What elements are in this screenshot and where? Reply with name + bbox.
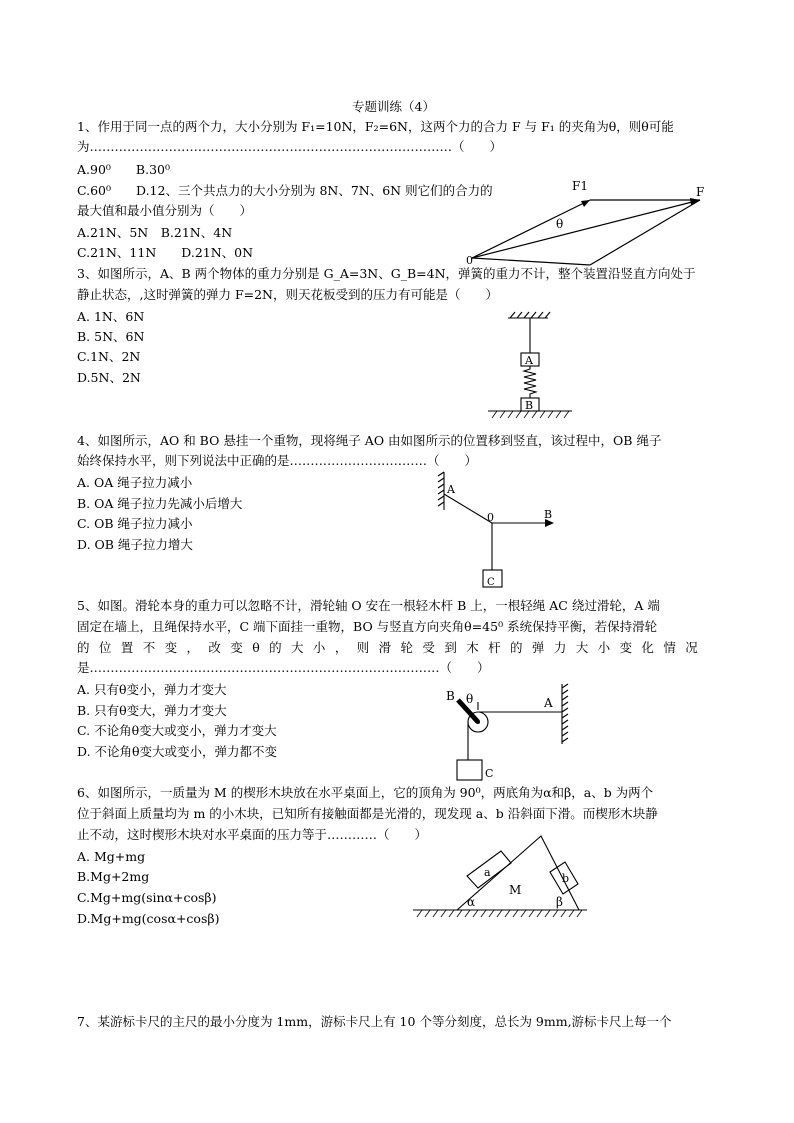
q3-option-d: D.5N、2N (77, 370, 141, 385)
q3-line2: 静止状态，,这时弹簧的弹力 F=2N，则天花板受到的压力有可能是（ ） (77, 287, 498, 302)
label-theta: θ (466, 692, 474, 706)
q5-option-b: B. 只有θ变大，弹力才变大 (77, 703, 227, 718)
q6-option-b: B.Mg+2mg (77, 869, 150, 884)
label-f1: F1 (572, 179, 588, 193)
q6-line1: 6、如图所示，一质量为 M 的楔形木块放在水平桌面上，它的顶角为 90⁰，两底角为α和β，a、b 为两个 (77, 785, 654, 800)
label-c: C (487, 577, 495, 588)
q5-line4: 是…………………………………………………………………………（ ） (77, 660, 490, 675)
q1-options-ab: A.90⁰ B.30⁰ (77, 162, 170, 177)
q4-option-a: A. OA 绳子拉力减小 (77, 475, 193, 490)
spring-blocks-figure (480, 310, 580, 425)
q6-line3: 止不动，这时楔形木块对水平桌面的压力等于…………（ ） (77, 827, 428, 842)
q1-options-cd-q2: C.60⁰ D.12、三个共点力的大小分别为 8N、7N、6N 则它们的合力的 (77, 183, 493, 198)
label-a: a (484, 866, 491, 879)
q2-line2: 最大值和最小值分别为（ ） (77, 203, 253, 218)
label-b: b (562, 872, 570, 885)
q4-line1: 4、如图所示，AO 和 BO 悬挂一个重物，现将绳子 AO 由如图所示的位置移到竖直，该过程中，OB 绳子 (77, 433, 662, 448)
label-block-b: B (525, 399, 534, 412)
label-block-a: A (525, 354, 533, 367)
q4-line2: 始终保持水平，则下列说法中正确的是……………………………（ ） (77, 453, 478, 468)
label-b: B (446, 689, 455, 703)
label-f: F (696, 185, 705, 199)
q1-line1: 1、作用于同一点的两个力，大小分别为 F₁=10N，F₂=6N，这两个力的合力 F 与 F₁ 的夹角为θ，则θ可能 (77, 119, 674, 134)
q4-option-b: B. OA 绳子拉力先减小后增大 (77, 496, 243, 511)
q3-option-a: A. 1N、6N (77, 309, 145, 324)
q5-line3: 的位置不变，改变θ的大小，则滑轮受到木杆的弹力大小变化情况 (77, 640, 708, 655)
wedge-figure (405, 832, 590, 922)
q2-options-cd: C.21N、11N D.21N、0N (77, 245, 254, 260)
q5-line2: 固定在墙上，且绳保持水平，C 端下面挂一重物，BO 与竖直方向夹角θ=45⁰ 系统保持平衡，若保持滑轮 (77, 619, 658, 634)
pulley-figure (440, 680, 580, 785)
q6-option-c: C.Mg+mg(sinα+cosβ) (77, 890, 217, 905)
q5-option-d: D. 不论角θ变大或变小，弹力都不变 (77, 744, 278, 759)
page-title: 专题训练（4） (352, 99, 435, 114)
label-m: M (509, 883, 522, 897)
q1-line2: 为……………………………………………………………………………（ ） (77, 139, 503, 154)
label-theta: θ (556, 217, 564, 231)
q3-option-b: B. 5N、6N (77, 329, 145, 344)
q4-option-c: C. OB 绳子拉力减小 (77, 516, 193, 531)
q5-line1: 5、如图。滑轮本身的重力可以忽略不计，滑轮轴 O 安在一根轻木杆 B 上，一根轻绳 AC 绕过滑轮，A 端 (77, 598, 660, 613)
q5-option-a: A. 只有θ变小，弹力才变大 (77, 682, 227, 697)
q2-options-ab: A.21N、5N B.21N、4N (77, 225, 233, 240)
q6-option-d: D.Mg+mg(cosα+cosβ) (77, 911, 220, 926)
label-b: B (544, 508, 553, 521)
q6-option-a: A. Mg+mg (77, 849, 146, 864)
label-c: C (485, 767, 494, 780)
label-beta: β (556, 895, 563, 909)
rope-weight-figure (430, 470, 570, 592)
q4-option-d: D. OB 绳子拉力增大 (77, 537, 193, 552)
q5-option-c: C. 不论角θ变大或变小，弹力才变大 (77, 723, 277, 738)
label-a: A (447, 483, 455, 496)
q7-line1: 7、某游标卡尺的主尺的最小分度为 1mm，游标卡尺上有 10 个等分刻度，总长为 9mm,游标卡尺上每一个 (77, 1014, 672, 1029)
label-a: A (544, 696, 553, 710)
label-origin: 0 (466, 254, 473, 267)
label-o: 0 (487, 511, 494, 524)
q6-line2: 位于斜面上质量均为 m 的小木块，已知所有接触面都是光滑的，现发现 a、b 沿斜面下滑。而楔形木块静 (77, 806, 658, 821)
q3-option-c: C.1N、2N (77, 349, 141, 364)
q3-line1: 3、如图所示，A、B 两个物体的重力分别是 G_A=3N、G_B=4N，弹簧的重力不计，整个装置沿竖直方向处于 (77, 266, 696, 281)
label-alpha: α (467, 895, 476, 909)
